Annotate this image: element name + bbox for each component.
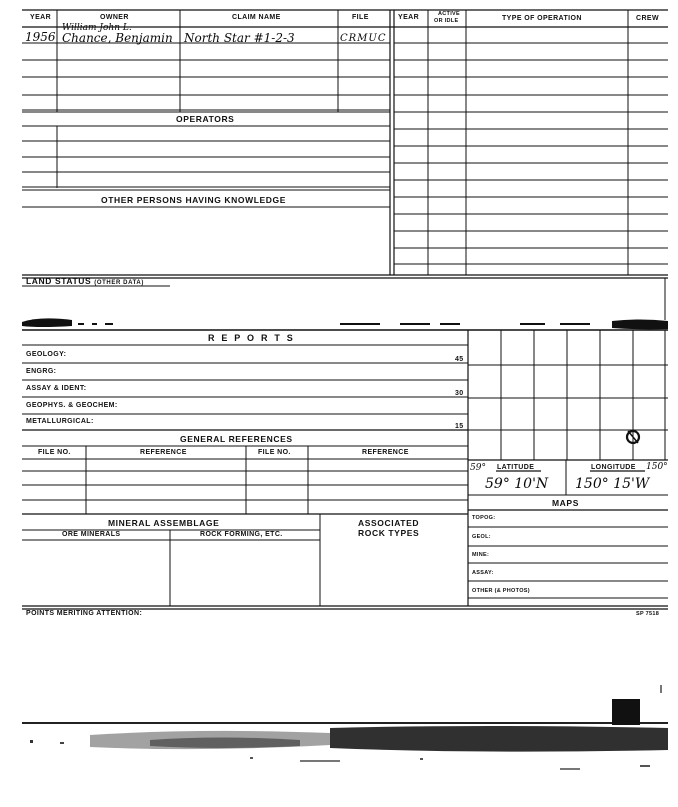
rock-forming-header: ROCK FORMING, ETC.: [200, 531, 283, 538]
associated-rock-types-1: ASSOCIATED: [358, 518, 420, 528]
maps-other-photos: OTHER (& PHOTOS): [472, 588, 530, 594]
entry-year: 1956: [25, 30, 56, 44]
entry-file: CRMUC: [340, 33, 387, 44]
associated-rock-types-2: ROCK TYPES: [358, 528, 420, 538]
long-suffix: 150°: [646, 462, 668, 472]
maps-geol: GEOL:: [472, 534, 491, 540]
col-reference-1: REFERENCE: [140, 449, 187, 456]
header-active: ACTIVE: [438, 11, 460, 17]
longitude-value: 150° 15'W: [575, 476, 650, 492]
land-status-label: [26, 276, 144, 286]
header-file: FILE: [352, 14, 369, 21]
header-year: YEAR: [30, 14, 52, 21]
land-status-text: LAND STATUS: [26, 276, 92, 286]
entry-owner-first: William John L.: [62, 23, 132, 33]
scan-smudges: [22, 318, 668, 329]
report-label-geology: GEOLOGY:: [26, 351, 67, 358]
form-number: SP 7518: [636, 611, 660, 617]
maps-topog: TOPOG:: [472, 515, 496, 521]
latitude-label: LATITUDE: [497, 464, 535, 471]
header-or-idle: OR IDLE: [434, 18, 459, 24]
header-owner: OWNER: [100, 14, 129, 21]
general-references-title: GENERAL REFERENCES: [180, 434, 293, 444]
maps-assay: ASSAY:: [472, 570, 494, 576]
col-reference-2: REFERENCE: [362, 449, 409, 456]
col-file-no-2: FILE NO.: [258, 449, 291, 456]
land-status-sub: (OTHER DATA): [94, 280, 144, 286]
report-label-geophys: GEOPHYS. & GEOCHEM:: [26, 402, 118, 409]
lat-prefix: 59°: [470, 463, 486, 473]
report-label-metallurgical: METALLURGICAL:: [26, 418, 94, 425]
header-ops-year: YEAR: [398, 14, 420, 21]
maps-title: MAPS: [552, 498, 579, 508]
points-meriting-attention: POINTS MERITING ATTENTION:: [26, 610, 143, 617]
entry-claim-name: North Star #1-2-3: [184, 31, 295, 45]
report-num-metallurgical: 15: [455, 423, 464, 430]
header-claim-name: CLAIM NAME: [232, 14, 281, 21]
report-label-engrg: ENGRG:: [26, 368, 57, 375]
header-crew: CREW: [636, 15, 659, 22]
report-label-assay: ASSAY & IDENT:: [26, 385, 87, 392]
col-file-no-1: FILE NO.: [38, 449, 71, 456]
header-type-of-operation: TYPE OF OPERATION: [502, 15, 582, 22]
longitude-label: LONGITUDE: [591, 464, 636, 471]
maps-mine: MINE:: [472, 552, 490, 558]
entry-owner-last: Chance, Benjamin: [62, 31, 173, 45]
mineral-assemblage-title: MINERAL ASSEMBLAGE: [108, 518, 220, 528]
reports-title: R E P O R T S: [208, 333, 295, 343]
operators-title: OPERATORS: [176, 114, 235, 124]
report-num-geology: 45: [455, 356, 464, 363]
ore-minerals-header: ORE MINERALS: [62, 531, 121, 538]
scan-noise-band: [22, 685, 668, 770]
other-persons-title: OTHER PERSONS HAVING KNOWLEDGE: [101, 195, 287, 205]
latitude-value: 59° 10'N: [485, 476, 549, 492]
report-num-assay: 30: [455, 390, 464, 397]
